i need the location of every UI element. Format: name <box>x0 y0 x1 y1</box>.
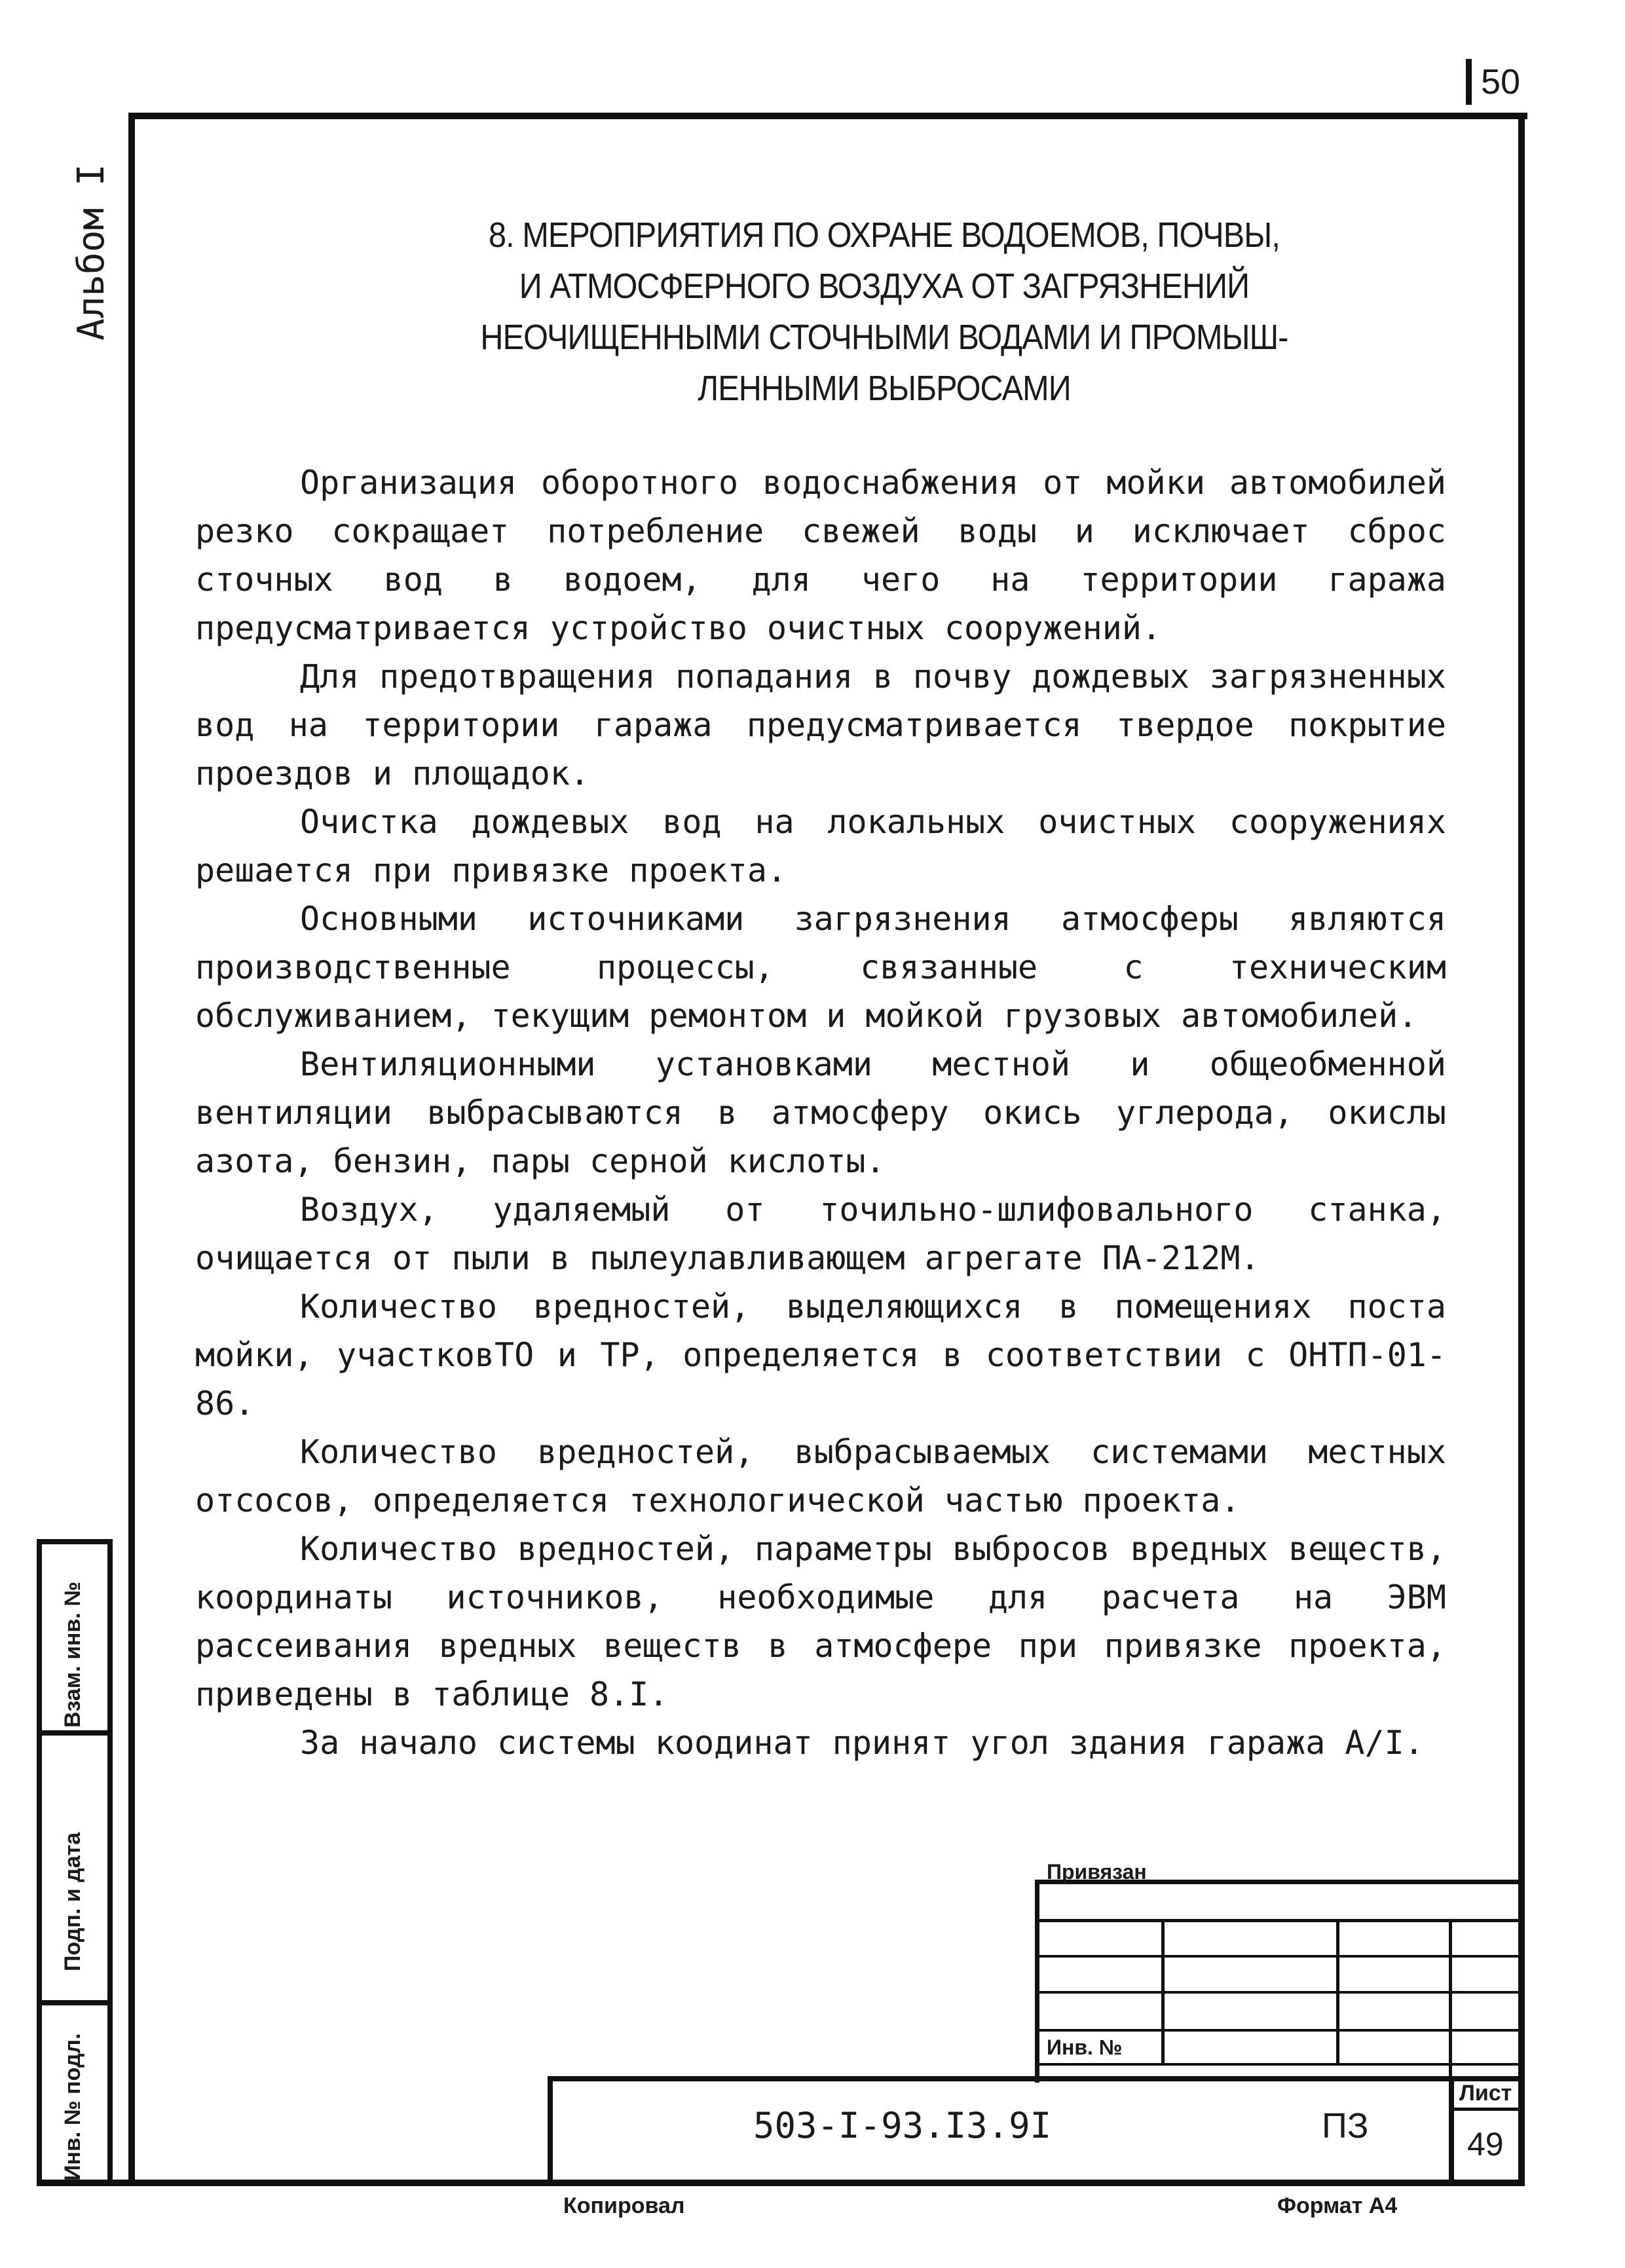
stamp-sheet-hline <box>1449 2108 1525 2111</box>
body-text <box>195 458 1446 1767</box>
frame-top-border <box>128 113 1527 119</box>
paragraph: Основными источниками загрязнения атмосферы являются производственные процессы, связанные с техническим обслуживанием, текущим ремонтом и мойкой грузовых автомобилей. <box>195 900 1446 1035</box>
heading-line-3: НЕОЧИЩЕННЫМИ СТОЧНЫМИ ВОДАМИ И ПРОМЫШ- <box>480 318 1288 357</box>
side-stamp-inv-podl <box>37 2000 113 2186</box>
footer-format: Формат А4 <box>1277 2193 1398 2218</box>
heading-line-4: ЛЕННЫМИ ВЫБРОСАМИ <box>698 369 1071 408</box>
stamp-left <box>548 2076 553 2185</box>
privyazan-left <box>1035 1880 1039 2083</box>
podp-data-label: Подп. и дата <box>60 1832 85 1971</box>
stamp-sheet-divider <box>1449 2076 1454 2185</box>
paragraph: Для предотвращения попадания в почву дождевых загрязненных вод на территории гаража предусматривается твердое покрытие проездов и площадок. <box>195 658 1446 792</box>
privyazan-title: Привязан <box>1047 1860 1147 1884</box>
privyazan-col-2 <box>1336 1919 1339 2063</box>
paragraph: Количество вредностей, параметры выбросов вредных веществ, координаты источников, необходимые для расчета на ЭВМ рассеивания вредных веществ в атмосфере при привязке проекта, приведены в таблице 8.I. <box>195 1530 1446 1713</box>
paragraph: Организация оборотного водоснабжения от мойки автомобилей резко сокращает потребление свежей воды и исключает сброс сточных вод в водоем, для чего на территории гаража предусматривается устройство очистных сооружений. <box>195 464 1446 647</box>
heading-line-1: 8. МЕРОПРИЯТИЯ ПО ОХРАНЕ ВОДОЕМОВ, ПОЧВЫ, <box>488 215 1280 255</box>
paragraph: Вентиляционными установками местной и общеобменной вентиляции выбрасываются в атмосферу окись углерода, окислы азота, бензин, пары серной кислоты. <box>195 1045 1446 1180</box>
footer-copied: Копировал <box>563 2193 685 2218</box>
sheet-number: 49 <box>1467 2126 1504 2163</box>
document-code: 503-I-93.I3.9I <box>753 2105 1052 2146</box>
vzam-inv-label: Взам. инв. № <box>60 1581 85 1728</box>
frame-right-border <box>1518 113 1525 2185</box>
side-stamp-podp-data <box>37 1730 113 2005</box>
paragraph: Очистка дождевых вод на локальных очистных сооружениях решается при привязке проекта. <box>195 803 1446 889</box>
album-label: Альбом I <box>70 164 113 341</box>
sheet-label: Лист <box>1459 2081 1512 2106</box>
paragraph: За начало системы коодинат принят угол здания гаража А/I. <box>300 1724 1424 1762</box>
heading-line-2: И АТМОСФЕРНОГО ВОЗДУХА ОТ ЗАГРЯЗНЕНИЙ <box>519 267 1250 306</box>
side-stamp-vzam-inv <box>37 1539 113 1736</box>
privyazan-col-1 <box>1161 1919 1165 2063</box>
frame-left-border <box>128 113 135 2185</box>
frame-bottom-border <box>37 2180 1525 2186</box>
document-section: ПЗ <box>1322 2106 1369 2146</box>
paragraph: Количество вредностей, выбрасываемых системами местных отсосов, определяется технологической частью проекта. <box>195 1433 1446 1519</box>
paragraph: Воздух, удаляемый от точильно-шлифовального станка, очищается от пыли в пылеулавливающем агрегате ПА-212М. <box>195 1191 1446 1277</box>
section-heading <box>442 210 1326 414</box>
paragraph: Количество вредностей, выделяющихся в помещениях поста мойки, участковТО и ТР, определяется в соответствии с ОНТП-01-86. <box>195 1288 1446 1422</box>
inv-podl-label: Инв. № подл. <box>60 2033 85 2181</box>
stamp-top <box>548 2076 1525 2081</box>
page-number: 50 <box>1466 59 1538 105</box>
privyazan-col-3 <box>1449 1919 1452 2083</box>
privyazan-inv-label: Инв. № <box>1047 2036 1123 2059</box>
